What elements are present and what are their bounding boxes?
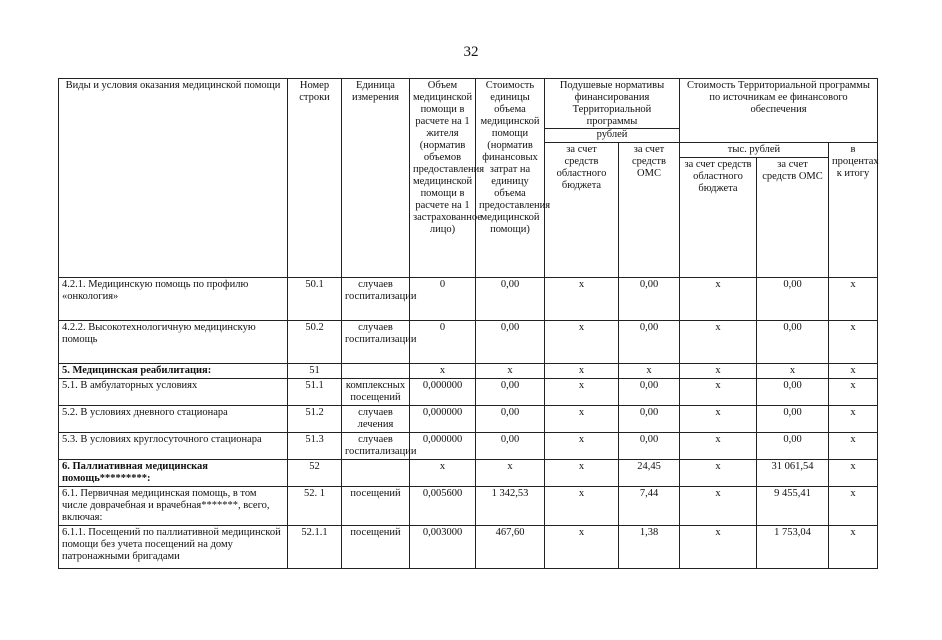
row-number: 50.1: [288, 278, 342, 321]
row-cost-oms: 0,00: [757, 379, 829, 406]
row-percent: х: [829, 278, 878, 321]
row-unit: случаев лечения: [342, 406, 410, 433]
header-cost-regional: за счет средств областного бюджета: [680, 158, 757, 278]
row-pc-oms: 0,00: [619, 278, 680, 321]
row-number: 52.1.1: [288, 526, 342, 569]
header-row-1: [59, 79, 878, 143]
row-cost-oms: 9 455,41: [757, 487, 829, 526]
row-percent: х: [829, 487, 878, 526]
header-pc-regional: за счет средств областного бюджета: [545, 143, 619, 278]
row-number: 50.2: [288, 321, 342, 364]
row-unit: случаев госпитализации: [342, 278, 410, 321]
row-cost-regional: х: [680, 364, 757, 379]
row-volume: 0: [410, 278, 476, 321]
row-pc-oms: 1,38: [619, 526, 680, 569]
row-name: 4.2.1. Медицинскую помощь по профилю «онкология»: [59, 278, 288, 321]
row-pc-oms: х: [619, 364, 680, 379]
row-name: 6.1.1. Посещений по паллиативной медицинской помощи без учета посещений на дому патронажными бригадами: [59, 526, 288, 569]
header-per-capita: [545, 79, 680, 143]
row-pc-regional: х: [545, 406, 619, 433]
row-unit: случаев госпитализации: [342, 433, 410, 460]
header-volume: Объем медицинской помощи в расчете на 1 жителя (норматив объемов предоставления медицинской помощи в расчете на 1 застрахованное лицо): [410, 79, 476, 278]
row-pc-regional: х: [545, 379, 619, 406]
row-percent: х: [829, 364, 878, 379]
row-cost: 467,60: [476, 526, 545, 569]
page-number: 32: [463, 44, 479, 60]
row-volume: 0,000000: [410, 433, 476, 460]
row-percent: х: [829, 321, 878, 364]
table-row: [59, 321, 878, 364]
header-cost-group-title: Стоимость Территориальной программы по источникам ее финансового обеспечения: [687, 80, 870, 115]
financing-table: [58, 78, 878, 569]
row-name: 5.3. В условиях круглосуточного стационара: [59, 433, 288, 460]
row-number: 52. 1: [288, 487, 342, 526]
header-types: Виды и условия оказания медицинской помощи: [59, 79, 288, 278]
row-cost-regional: х: [680, 278, 757, 321]
row-number: 51.1: [288, 379, 342, 406]
row-pc-oms: 0,00: [619, 321, 680, 364]
row-cost-regional: х: [680, 487, 757, 526]
row-percent: х: [829, 379, 878, 406]
table-row: [59, 487, 878, 526]
table-row: [59, 433, 878, 460]
table-row: [59, 526, 878, 569]
row-name: 6. Паллиативная медицинская помощь*********:: [59, 460, 288, 487]
row-volume: 0,000000: [410, 406, 476, 433]
row-volume: 0,003000: [410, 526, 476, 569]
row-pc-regional: х: [545, 526, 619, 569]
row-cost-regional: х: [680, 433, 757, 460]
row-cost: 1 342,53: [476, 487, 545, 526]
row-unit: посещений: [342, 526, 410, 569]
row-percent: х: [829, 406, 878, 433]
table-row: [59, 460, 878, 487]
row-volume: 0,000000: [410, 379, 476, 406]
row-pc-regional: х: [545, 460, 619, 487]
row-percent: х: [829, 526, 878, 569]
row-pc-regional: х: [545, 487, 619, 526]
row-cost: 0,00: [476, 379, 545, 406]
row-cost: 0,00: [476, 406, 545, 433]
row-cost-oms: 0,00: [757, 433, 829, 460]
row-pc-oms: 0,00: [619, 433, 680, 460]
row-pc-oms: 0,00: [619, 379, 680, 406]
row-cost: 0,00: [476, 278, 545, 321]
row-name: 5. Медицинская реабилитация:: [59, 364, 288, 379]
row-volume: 0,005600: [410, 487, 476, 526]
header-cost-oms: за счет средств ОМС: [757, 158, 829, 278]
row-cost-regional: х: [680, 379, 757, 406]
row-pc-oms: 0,00: [619, 406, 680, 433]
row-cost: 0,00: [476, 433, 545, 460]
header-cost-group: [680, 79, 878, 143]
row-unit: [342, 364, 410, 379]
row-cost-oms: х: [757, 364, 829, 379]
row-name: 4.2.2. Высокотехнологичную медицинскую помощь: [59, 321, 288, 364]
row-cost: 0,00: [476, 321, 545, 364]
header-per-capita-unit: рублей: [545, 128, 679, 141]
row-percent: х: [829, 460, 878, 487]
row-unit: [342, 460, 410, 487]
row-cost-regional: х: [680, 406, 757, 433]
row-unit: посещений: [342, 487, 410, 526]
row-pc-regional: х: [545, 433, 619, 460]
row-cost-oms: 0,00: [757, 406, 829, 433]
row-volume: х: [410, 460, 476, 487]
header-per-capita-title: Подушевые нормативы финансирования Территориальной программы: [559, 80, 665, 127]
header-unit: Единица измерения: [342, 79, 410, 278]
row-unit: комплексных посещений: [342, 379, 410, 406]
row-number: 51.3: [288, 433, 342, 460]
row-number: 51.2: [288, 406, 342, 433]
table-row: [59, 406, 878, 433]
row-percent: х: [829, 433, 878, 460]
row-volume: х: [410, 364, 476, 379]
row-name: 6.1. Первичная медицинская помощь, в том числе доврачебная и врачебная*******, всего, включая:: [59, 487, 288, 526]
row-cost: х: [476, 364, 545, 379]
row-cost-regional: х: [680, 460, 757, 487]
row-number: 52: [288, 460, 342, 487]
table-row: [59, 379, 878, 406]
row-number: 51: [288, 364, 342, 379]
table-row: [59, 278, 878, 321]
row-pc-regional: х: [545, 321, 619, 364]
row-pc-oms: 24,45: [619, 460, 680, 487]
row-pc-oms: 7,44: [619, 487, 680, 526]
row-unit: случаев госпитализации: [342, 321, 410, 364]
row-cost-regional: х: [680, 321, 757, 364]
row-cost-regional: х: [680, 526, 757, 569]
row-name: 5.1. В амбулаторных условиях: [59, 379, 288, 406]
row-volume: 0: [410, 321, 476, 364]
row-name: 5.2. В условиях дневного стационара: [59, 406, 288, 433]
header-row-number: Номер строки: [288, 79, 342, 278]
row-cost-oms: 31 061,54: [757, 460, 829, 487]
header-pc-oms: за счет средств ОМС: [619, 143, 680, 278]
header-cost-percent: в процентах к итогу: [829, 143, 878, 278]
row-pc-regional: х: [545, 278, 619, 321]
row-cost: х: [476, 460, 545, 487]
table-row: [59, 364, 878, 379]
row-pc-regional: х: [545, 364, 619, 379]
header-cost-unit: тыс. рублей: [680, 143, 829, 158]
row-cost-oms: 1 753,04: [757, 526, 829, 569]
row-cost-oms: 0,00: [757, 321, 829, 364]
row-cost-oms: 0,00: [757, 278, 829, 321]
header-cost: Стоимость единицы объема медицинской помощи (норматив финансовых затрат на единицу объема предоставления медицинской помощи): [476, 79, 545, 278]
